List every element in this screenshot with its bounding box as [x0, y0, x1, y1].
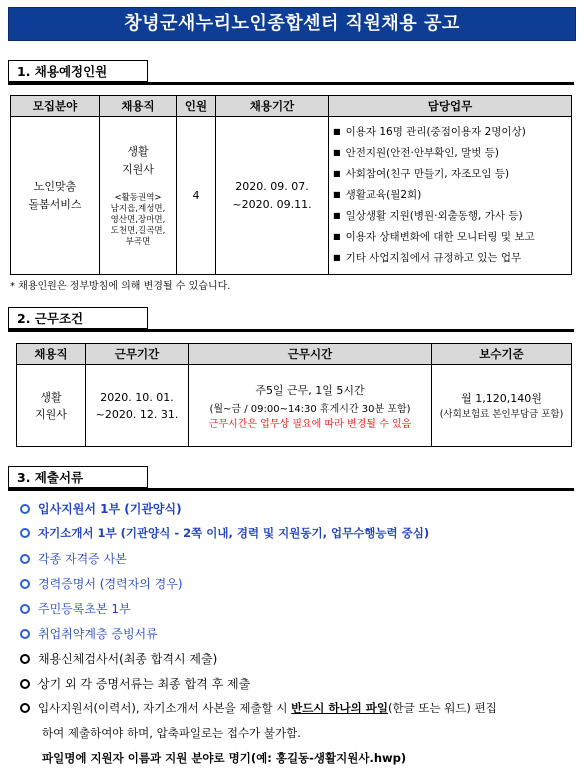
count-cell: 4 — [177, 117, 216, 275]
hours-main: 주5일 근무, 1일 5시간 — [255, 383, 365, 397]
section-heading-2: 2. 근무조건 — [8, 307, 148, 329]
circle-bullet-icon — [20, 629, 30, 639]
col-header: 모집분야 — [11, 96, 100, 117]
col-header: 채용직 — [17, 344, 86, 365]
doc-text: 입사지원서(이력서), 자기소개서 사본을 제출할 시 — [38, 701, 292, 715]
col-header: 담당업무 — [329, 96, 572, 117]
doc-item — [20, 550, 127, 567]
section-divider — [8, 488, 574, 491]
circle-bullet-icon — [20, 554, 30, 564]
doc-text: 각종 자격증 사본 — [38, 552, 127, 566]
doc-text: 자기소개서 1부 (기관양식 - 2쪽 이내, 경력 및 지원동기, 업무수행능력 중심) — [38, 526, 430, 540]
col-header: 채용직 — [100, 96, 177, 117]
pay-main: 월 1,120,140원 — [461, 391, 542, 405]
circle-bullet-icon — [20, 679, 30, 689]
duty-item: ■ 일상생활 지원(병원·외출동행, 가사 등) — [333, 206, 567, 227]
duty-item: ■ 이용자 상태변화에 대한 모니터링 및 보고 — [333, 227, 567, 248]
duty-item: ■ 생활교육(월2회) — [333, 185, 567, 206]
col-header: 근무시간 — [189, 344, 432, 365]
doc-text: 취업취약계층 증빙서류 — [38, 627, 158, 641]
duty-item: ■ 안전지원(안전·안부확인, 말벗 등) — [333, 143, 567, 164]
doc-text: 입사지원서 1부 (기관양식) — [38, 502, 182, 516]
doc-text: (한글 또는 워드) 편집 — [387, 701, 497, 715]
col-header: 인원 — [177, 96, 216, 117]
doc-emphasis: 반드시 하나의 파일 — [291, 701, 388, 715]
work-table — [16, 343, 572, 447]
field-cell: 노인맞춤 돌봄서비스 — [11, 117, 100, 275]
circle-bullet-icon — [20, 579, 30, 589]
section-divider — [8, 82, 574, 85]
job-cell: 생활 지원사 — [17, 365, 86, 447]
job-cell — [100, 117, 177, 275]
hours-cell — [189, 365, 432, 447]
pay-detail: (사회보험료 본인부담금 포함) — [439, 408, 564, 420]
page-title: 창녕군새누리노인종합센터 직원채용 공고 — [8, 7, 576, 41]
col-header: 채용기간 — [216, 96, 329, 117]
doc-text: 상기 외 각 증명서류는 최종 합격 후 제출 — [38, 677, 251, 691]
hours-note: 근무시간은 업무상 필요에 따라 변경될 수 있음 — [208, 418, 412, 430]
circle-bullet-icon — [20, 703, 30, 713]
section-heading-3: 3. 제출서류 — [8, 466, 148, 488]
section-heading-1: 1. 채용예정인원 — [8, 60, 148, 82]
pay-cell — [432, 365, 572, 447]
duty-item: ■ 사회참여(친구 만들기, 자조모임 등) — [333, 164, 567, 185]
col-header: 근무기간 — [86, 344, 189, 365]
circle-bullet-icon — [20, 528, 30, 538]
duty-item: ■ 이용자 16명 관리(중점이용자 2명이상) — [333, 122, 567, 143]
recruit-note: * 채용인원은 정부방침에 의해 변경될 수 있습니다. — [10, 281, 231, 292]
period-cell: 2020. 09. 07. ~2020. 09.11. — [216, 117, 329, 275]
activity-area: <활동권역> 남지읍,계성면, 영산면,장마면, 도천면,길곡면, 부곡면 — [110, 193, 166, 247]
doc-text: 경력증명서 (경력자의 경우) — [38, 577, 183, 591]
doc-item — [20, 575, 183, 592]
doc-text: 주민등록초본 1부 — [38, 602, 131, 616]
doc-item — [20, 700, 497, 716]
doc-item — [20, 600, 131, 617]
doc-continuation: 하여 제출하여야 하며, 압축파일로는 접수가 불가함. — [42, 726, 301, 740]
recruit-table — [10, 95, 572, 275]
circle-bullet-icon — [20, 654, 30, 664]
doc-item — [20, 500, 182, 517]
doc-item — [20, 525, 429, 541]
circle-bullet-icon — [20, 604, 30, 614]
section-divider — [8, 329, 574, 332]
doc-item — [20, 675, 250, 692]
doc-filename-rule: 파일명에 지원자 이름과 지원 분야로 명기(예: 홍길동-생활지원사.hwp) — [42, 751, 407, 765]
job-title: 생활 지원사 — [122, 145, 154, 176]
col-header: 보수기준 — [432, 344, 572, 365]
circle-bullet-icon — [20, 504, 30, 514]
doc-item — [20, 625, 158, 642]
duties-cell — [329, 117, 572, 275]
period-cell: 2020. 10. 01. ~2020. 12. 31. — [86, 365, 189, 447]
hours-detail: (월~금 / 09:00~14:30 휴게시간 30분 포함) — [209, 403, 411, 415]
duty-item: ■ 기타 사업지침에서 규정하고 있는 업무 — [333, 248, 567, 269]
doc-text: 채용신체검사서(최종 합격시 제출) — [38, 652, 218, 666]
doc-item — [20, 650, 217, 667]
